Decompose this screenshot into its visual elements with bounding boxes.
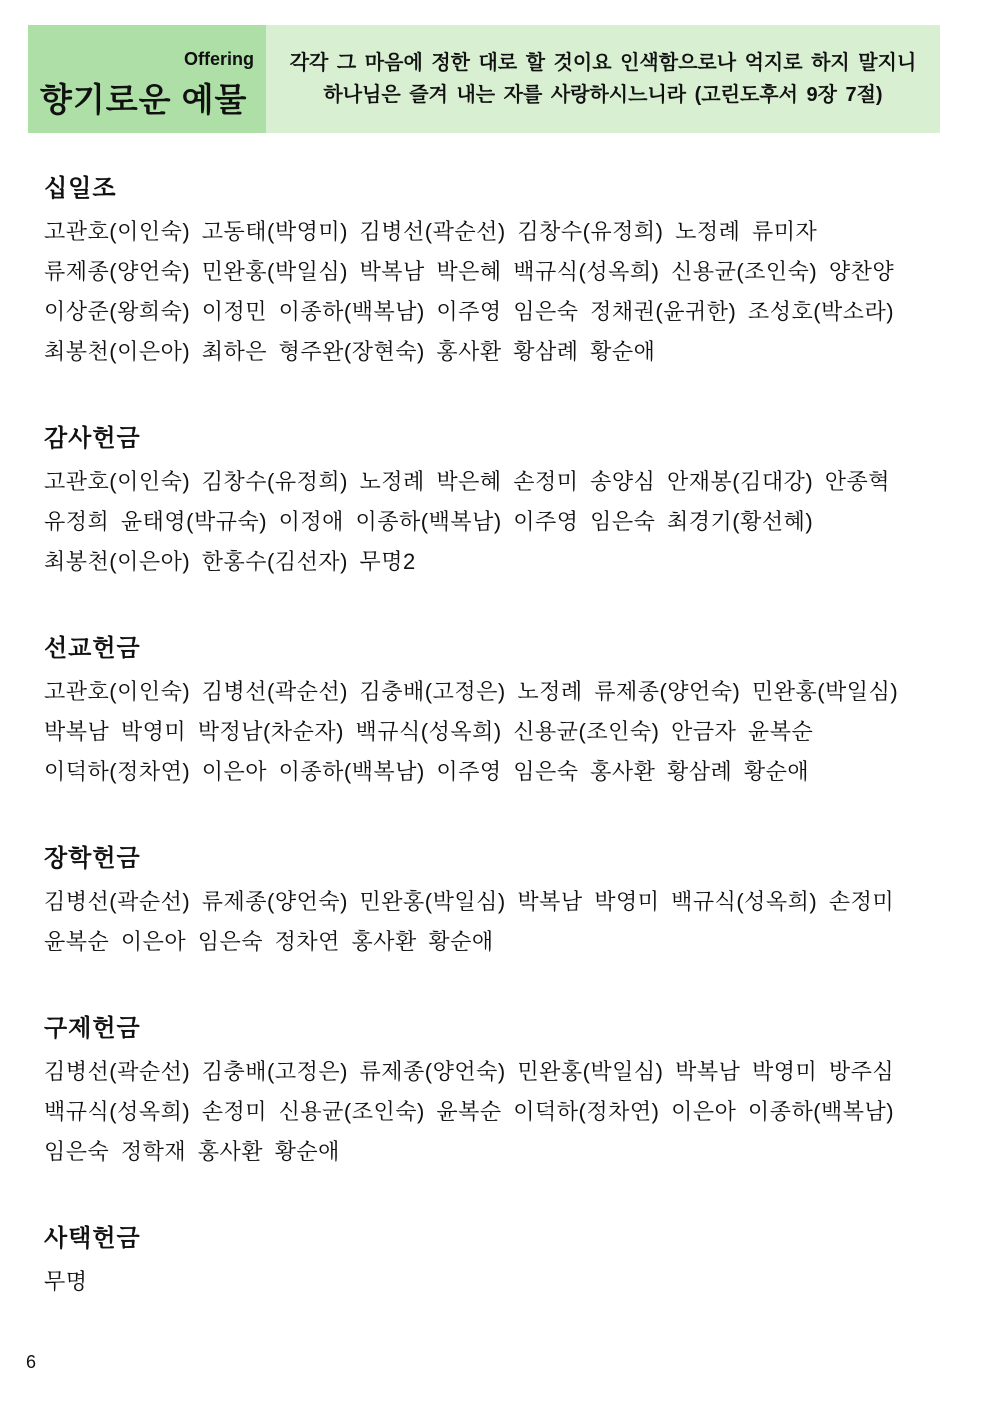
section-relief [44, 1008, 954, 1172]
offering-header [28, 25, 940, 133]
section-title-relief: 구제헌금 [44, 1015, 141, 1042]
page-number: 6 [26, 1352, 37, 1372]
section-title-mission: 선교헌금 [44, 635, 141, 662]
names-line: 최봉천(이은아) 최하은 형주완(장현숙) 홍사환 황삼례 황순애 [44, 339, 656, 364]
names-line: 고관호(이인숙) 김창수(유정희) 노정례 박은혜 손정미 송양심 안재봉(김대강) 안종혁 [44, 469, 891, 494]
section-parsonage [44, 1218, 954, 1302]
names-line: 박복남 박영미 박정남(차순자) 백규식(성옥희) 신용균(조인숙) 안금자 윤복순 [44, 719, 814, 744]
names-line: 이상준(왕희숙) 이정민 이종하(백복남) 이주영 임은숙 정채권(윤귀한) 조성호(박소라) [44, 299, 895, 324]
names-line: 백규식(성옥희) 손정미 신용균(조인숙) 윤복순 이덕하(정차연) 이은아 이종하(백복남) [44, 1099, 895, 1124]
section-title-scholarship: 장학헌금 [44, 845, 141, 872]
names-line: 이덕하(정차연) 이은아 이종하(백복남) 이주영 임은숙 홍사환 황삼례 황순애 [44, 759, 810, 784]
verse-line-2: 하나님은 즐겨 내는 자를 사랑하시느니라 (고린도후서 9장 7절) [323, 84, 883, 106]
offering-title: 향기로운 예물 [40, 81, 248, 118]
names-line: 류제종(양언숙) 민완홍(박일심) 박복남 박은혜 백규식(성옥희) 신용균(조인숙) 양찬양 [44, 259, 895, 284]
names-line: 유정희 윤태영(박규숙) 이정애 이종하(백복남) 이주영 임은숙 최경기(황선혜) [44, 509, 814, 534]
section-thanksgiving [44, 418, 954, 582]
section-title-thanksgiving: 감사헌금 [44, 425, 141, 452]
verse-line-1: 각각 그 마음에 정한 대로 할 것이요 인색함으로나 억지로 하지 말지니 [289, 52, 917, 74]
section-title-parsonage: 사택헌금 [44, 1225, 141, 1252]
section-tithe [44, 168, 954, 372]
names-line: 김병선(곽순선) 김충배(고정은) 류제종(양언숙) 민완홍(박일심) 박복남 박영미 방주심 [44, 1059, 895, 1084]
offering-lists [44, 168, 954, 1348]
names-line: 최봉천(이은아) 한홍수(김선자) 무명2 [44, 549, 416, 574]
verse-block [266, 25, 940, 133]
names-line: 고관호(이인숙) 고동태(박영미) 김병선(곽순선) 김창수(유정희) 노정례 류미자 [44, 219, 818, 244]
names-line: 무명 [44, 1269, 88, 1294]
section-scholarship [44, 838, 954, 962]
offering-title-block [28, 25, 266, 133]
names-line: 고관호(이인숙) 김병선(곽순선) 김충배(고정은) 노정례 류제종(양언숙) 민완홍(박일심) [44, 679, 899, 704]
offering-label-en: Offering [184, 49, 254, 69]
names-line: 임은숙 정학재 홍사환 황순애 [44, 1139, 340, 1164]
names-line: 윤복순 이은아 임은숙 정차연 홍사환 황순애 [44, 929, 494, 954]
names-line: 김병선(곽순선) 류제종(양언숙) 민완홍(박일심) 박복남 박영미 백규식(성옥희) 손정미 [44, 889, 895, 914]
section-title-tithe: 십일조 [44, 175, 117, 202]
section-mission [44, 628, 954, 792]
